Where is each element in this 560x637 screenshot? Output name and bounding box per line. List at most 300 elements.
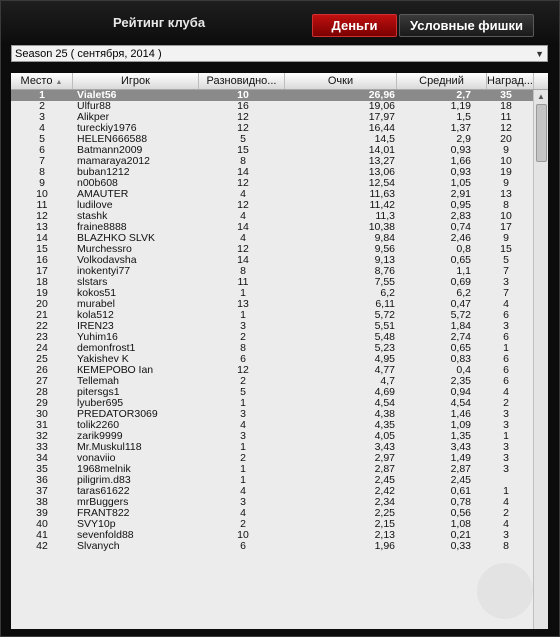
table-row[interactable]: [11, 519, 533, 530]
vertical-scrollbar[interactable]: [533, 90, 548, 629]
row-average: 1,09: [450, 420, 471, 431]
row-average: 1,05: [450, 178, 471, 189]
row-variants: 2: [240, 519, 246, 530]
row-variants: 6: [240, 541, 246, 552]
row-place: 9: [39, 178, 45, 189]
row-variants: 12: [237, 365, 249, 376]
row-variants: 2: [240, 453, 246, 464]
row-place: 8: [39, 167, 45, 178]
row-points: 4,38: [374, 409, 395, 420]
row-variants: 12: [237, 244, 249, 255]
row-place: 6: [39, 145, 45, 156]
row-variants: 1: [240, 475, 246, 486]
row-average: 2,7: [456, 90, 471, 101]
row-average: 0,94: [450, 387, 471, 398]
row-awards: 17: [500, 222, 512, 233]
table-row[interactable]: [11, 530, 533, 541]
row-average: 0,83: [450, 354, 471, 365]
row-average: 0,33: [450, 541, 471, 552]
row-awards: 35: [500, 90, 512, 101]
row-player: demonfrost1: [77, 343, 136, 354]
row-variants: 3: [240, 409, 246, 420]
table-row[interactable]: [11, 376, 533, 387]
row-awards: 3: [503, 420, 509, 431]
row-points: 4,77: [374, 365, 395, 376]
row-place: 5: [39, 134, 45, 145]
row-player: murabel: [77, 299, 115, 310]
rating-table: [11, 73, 548, 629]
row-points: 11,63: [369, 189, 395, 200]
row-awards: [486, 475, 526, 486]
row-place: 39: [36, 508, 48, 519]
row-points: 13,27: [368, 156, 395, 167]
row-player: n00b608: [77, 178, 118, 189]
table-row[interactable]: [11, 145, 533, 156]
row-awards: 3: [503, 464, 509, 475]
row-variants: 1: [240, 398, 246, 409]
row-awards: 7: [503, 266, 509, 277]
row-place: 14: [36, 233, 48, 244]
row-average: 0,61: [450, 486, 471, 497]
row-place: 17: [36, 266, 48, 277]
row-variants: 12: [237, 178, 249, 189]
row-variants: 8: [240, 156, 246, 167]
top-bar: [1, 1, 559, 43]
table-row[interactable]: [11, 156, 533, 167]
row-average: 2,83: [450, 211, 471, 222]
table-row[interactable]: [11, 189, 533, 200]
row-player: PREDATOR3069: [77, 409, 158, 420]
row-points: 6,11: [375, 299, 395, 310]
row-average: 0,21: [450, 530, 471, 541]
table-row[interactable]: [11, 343, 533, 354]
row-player: kokos51: [77, 288, 117, 299]
row-average: 1,35: [450, 431, 471, 442]
row-variants: 11: [237, 277, 249, 288]
row-points: 17,97: [368, 112, 395, 123]
table-row[interactable]: [11, 332, 533, 343]
row-average: 1,08: [450, 519, 471, 530]
row-place: 41: [36, 530, 48, 541]
chevron-down-icon[interactable]: ▼: [535, 49, 544, 59]
row-average: 0,74: [450, 222, 471, 233]
row-awards: 9: [503, 178, 509, 189]
row-points: 4,95: [374, 354, 395, 365]
table-row[interactable]: [11, 541, 533, 552]
row-points: 9,13: [374, 255, 395, 266]
row-average: 2,87: [450, 464, 471, 475]
table-row[interactable]: [11, 321, 533, 332]
row-points: 5,23: [374, 343, 395, 354]
row-awards: 6: [503, 365, 509, 376]
row-player: 1968melnik: [77, 464, 131, 475]
table-row[interactable]: [11, 277, 533, 288]
row-player: BLAZHKO SLVK: [77, 233, 156, 244]
row-player: taras61622: [77, 486, 130, 497]
row-points: 4,69: [374, 387, 395, 398]
tab-play-chips[interactable]: Условные фишки: [399, 14, 534, 37]
row-points: 5,48: [374, 332, 395, 343]
row-points: 4,54: [374, 398, 395, 409]
row-average: 1,37: [450, 123, 471, 134]
row-variants: 12: [237, 112, 249, 123]
row-player: IREN23: [77, 321, 114, 332]
row-awards: 13: [500, 189, 512, 200]
row-variants: 4: [240, 508, 246, 519]
row-points: 8,76: [374, 266, 395, 277]
row-variants: 10: [237, 90, 249, 101]
table-row[interactable]: [11, 387, 533, 398]
row-place: 38: [36, 497, 48, 508]
table-row[interactable]: [11, 123, 533, 134]
row-place: 22: [36, 321, 48, 332]
row-awards: 12: [500, 123, 512, 134]
row-average: 2,35: [450, 376, 471, 387]
row-average: 5,72: [450, 310, 471, 321]
row-player: vonaviio: [77, 453, 116, 464]
row-player: SVY10p: [77, 519, 116, 530]
tab-money[interactable]: Деньги: [312, 14, 397, 37]
row-place: 10: [36, 189, 48, 200]
row-player: Tellemah: [77, 376, 120, 387]
row-place: 30: [36, 409, 48, 420]
row-place: 18: [36, 277, 48, 288]
row-variants: 3: [240, 431, 246, 442]
row-average: 0,93: [450, 167, 471, 178]
row-awards: 3: [503, 530, 509, 541]
row-average: 0,95: [450, 200, 471, 211]
row-awards: 9: [503, 145, 509, 156]
row-average: 0,47: [450, 299, 471, 310]
table-row[interactable]: [11, 464, 533, 475]
row-place: 19: [36, 288, 48, 299]
row-awards: 4: [503, 387, 509, 398]
row-awards: 6: [503, 332, 509, 343]
row-awards: 6: [503, 310, 509, 321]
table-row[interactable]: [11, 398, 533, 409]
row-player: slstars: [77, 277, 108, 288]
column-header-awards[interactable]: Наград...: [487, 75, 533, 87]
row-player: lyuber695: [77, 398, 124, 409]
row-points: 2,97: [374, 453, 395, 464]
row-average: 0,4: [456, 365, 471, 376]
row-place: 20: [36, 299, 48, 310]
row-variants: 6: [240, 354, 246, 365]
row-points: 10,38: [368, 222, 395, 233]
row-average: 1,84: [450, 321, 471, 332]
row-variants: 1: [240, 442, 246, 453]
row-average: 0,65: [450, 255, 471, 266]
row-points: 2,15: [374, 519, 395, 530]
row-awards: 3: [503, 442, 509, 453]
table-row[interactable]: [11, 266, 533, 277]
table-row[interactable]: [11, 486, 533, 497]
row-player: Slvanych: [77, 541, 120, 552]
row-place: 29: [36, 398, 48, 409]
column-header-variants[interactable]: Разновидно...: [199, 73, 285, 89]
row-awards: 3: [503, 277, 509, 288]
row-place: 40: [36, 519, 48, 530]
row-points: 11,42: [369, 200, 395, 211]
row-variants: 1: [240, 464, 246, 475]
row-awards: 6: [503, 354, 509, 365]
row-variants: 12: [237, 200, 249, 211]
row-place: 42: [36, 541, 48, 552]
row-player: mamaraya2012: [77, 156, 150, 167]
row-points: 16,44: [368, 123, 395, 134]
row-average: 1,46: [450, 409, 471, 420]
season-select[interactable]: [11, 45, 548, 62]
row-points: 9,84: [374, 233, 395, 244]
row-average: 0,56: [450, 508, 471, 519]
row-awards: 20: [500, 134, 512, 145]
table-row[interactable]: [11, 244, 533, 255]
row-awards: 2: [503, 398, 509, 409]
row-variants: 4: [240, 211, 246, 222]
row-player: Vialet56: [77, 90, 117, 101]
row-player: Yakishev K: [77, 354, 129, 365]
row-place: 31: [36, 420, 48, 431]
table-row[interactable]: [11, 475, 533, 486]
row-place: 35: [36, 464, 48, 475]
row-place: 26: [36, 365, 48, 376]
row-points: 19,06: [368, 101, 395, 112]
row-points: 4,35: [374, 420, 395, 431]
row-place: 15: [36, 244, 48, 255]
row-average: 4,54: [450, 398, 471, 409]
row-average: 3,43: [450, 442, 471, 453]
row-variants: 13: [237, 299, 249, 310]
row-points: 13,06: [368, 167, 395, 178]
row-place: 27: [36, 376, 48, 387]
row-awards: 6: [503, 376, 509, 387]
row-average: 2,91: [450, 189, 471, 200]
row-awards: 1: [503, 486, 509, 497]
row-player: КЕМЕРОВО Ian: [77, 365, 154, 376]
table-row[interactable]: [11, 134, 533, 145]
table-row[interactable]: [11, 200, 533, 211]
row-points: 5,51: [374, 321, 395, 332]
row-place: 12: [36, 211, 48, 222]
table-row[interactable]: [11, 178, 533, 189]
row-average: 2,9: [456, 134, 471, 145]
row-variants: 14: [237, 167, 249, 178]
row-awards: 4: [503, 299, 509, 310]
row-average: 2,74: [450, 332, 471, 343]
row-place: 25: [36, 354, 48, 365]
table-row[interactable]: [11, 222, 533, 233]
row-player: Yuhim16: [77, 332, 118, 343]
row-awards: 1: [503, 431, 509, 442]
row-variants: 14: [237, 222, 249, 233]
row-player: Ulfur88: [77, 101, 111, 112]
row-points: 3,43: [374, 442, 395, 453]
row-awards: 9: [503, 233, 509, 244]
column-header-player[interactable]: Игрок: [73, 73, 199, 89]
row-awards: 1: [503, 343, 509, 354]
row-place: 32: [36, 431, 48, 442]
row-awards: 18: [500, 101, 512, 112]
row-player: ludilove: [77, 200, 113, 211]
page-title: Рейтинг клуба: [113, 15, 206, 30]
row-awards: 8: [503, 541, 509, 552]
row-variants: 2: [240, 332, 246, 343]
row-player: buban1212: [77, 167, 130, 178]
row-average: 1,49: [450, 453, 471, 464]
row-awards: 4: [503, 519, 509, 530]
row-awards: 10: [500, 156, 512, 167]
row-player: HELEN666588: [77, 134, 148, 145]
row-place: 28: [36, 387, 48, 398]
row-variants: 12: [237, 123, 249, 134]
row-awards: 2: [503, 508, 509, 519]
table-row[interactable]: [11, 288, 533, 299]
table-body: [11, 90, 533, 552]
row-average: 0,65: [450, 343, 471, 354]
row-average: 1,5: [456, 112, 471, 123]
column-header-points[interactable]: Очки: [285, 73, 397, 89]
row-player: tureckiy1976: [77, 123, 137, 134]
row-awards: 15: [500, 244, 512, 255]
table-row[interactable]: [11, 90, 533, 101]
row-player: fraine8888: [77, 222, 127, 233]
row-awards: 3: [503, 321, 509, 332]
row-awards: 19: [500, 167, 512, 178]
row-awards: 4: [503, 497, 509, 508]
row-points: 2,34: [374, 497, 395, 508]
row-player: mrBuggers: [77, 497, 129, 508]
row-points: 6,2: [380, 288, 395, 299]
row-place: 3: [39, 112, 45, 123]
row-player: zarik9999: [77, 431, 123, 442]
row-variants: 3: [240, 321, 246, 332]
row-variants: 2: [240, 376, 246, 387]
row-points: 9,56: [374, 244, 395, 255]
row-points: 14,01: [368, 145, 395, 156]
row-awards: 10: [500, 211, 512, 222]
row-points: 2,87: [374, 464, 395, 475]
row-average: 6,2: [456, 288, 471, 299]
row-awards: 5: [503, 255, 509, 266]
row-place: 13: [36, 222, 48, 233]
row-awards: 3: [503, 453, 509, 464]
sort-up-icon: ▲: [55, 79, 63, 86]
column-header-average[interactable]: Средний: [397, 73, 487, 89]
table-row[interactable]: [11, 167, 533, 178]
row-variants: 1: [240, 310, 246, 321]
table-row[interactable]: [11, 233, 533, 244]
row-awards: 3: [503, 409, 509, 420]
table-row[interactable]: [11, 299, 533, 310]
row-average: 0,93: [450, 145, 471, 156]
row-variants: 8: [240, 266, 246, 277]
row-points: 26,96: [368, 90, 395, 101]
row-player: Volkodavsha: [77, 255, 137, 266]
season-select-value: Season 25 ( сентября, 2014 ): [15, 48, 162, 60]
row-variants: 4: [240, 189, 246, 200]
table-row[interactable]: [11, 409, 533, 420]
scroll-up-icon[interactable]: ▲: [537, 92, 545, 101]
row-points: 2,45: [374, 475, 395, 486]
row-place: 33: [36, 442, 48, 453]
row-player: kola512: [77, 310, 114, 321]
row-place: 2: [39, 101, 45, 112]
table-row[interactable]: [11, 354, 533, 365]
table-row[interactable]: [11, 365, 533, 376]
table-row[interactable]: [11, 112, 533, 123]
row-place: 21: [36, 310, 48, 321]
table-header: [11, 73, 548, 90]
row-points: 2,25: [374, 508, 395, 519]
row-points: 14,5: [374, 134, 395, 145]
row-variants: 5: [240, 134, 246, 145]
table-row[interactable]: [11, 255, 533, 266]
scrollbar-thumb[interactable]: [536, 104, 547, 162]
row-average: 2,45: [450, 475, 471, 486]
table-row[interactable]: [11, 508, 533, 519]
row-points: 11,3: [375, 211, 395, 222]
row-awards: 8: [503, 200, 509, 211]
row-variants: 8: [240, 343, 246, 354]
row-average: 1,66: [450, 156, 471, 167]
row-player: pitersgs1: [77, 387, 120, 398]
row-average: 1,19: [450, 101, 471, 112]
table-row[interactable]: [11, 101, 533, 112]
row-points: 2,42: [374, 486, 395, 497]
row-player: AMAUTER: [77, 189, 129, 200]
row-points: 12,54: [368, 178, 395, 189]
row-place: 23: [36, 332, 48, 343]
row-variants: 14: [237, 255, 249, 266]
table-row[interactable]: [11, 211, 533, 222]
table-row[interactable]: [11, 431, 533, 442]
row-player: Alikper: [77, 112, 110, 123]
row-player: FRANT822: [77, 508, 130, 519]
row-place: 34: [36, 453, 48, 464]
row-variants: 4: [240, 233, 246, 244]
row-variants: 4: [240, 420, 246, 431]
row-variants: 3: [240, 497, 246, 508]
row-average: 0,78: [450, 497, 471, 508]
row-player: Murchessro: [77, 244, 132, 255]
row-average: 0,69: [450, 277, 471, 288]
row-player: Batmann2009: [77, 145, 143, 156]
watermark-logo: [477, 563, 533, 619]
table-row[interactable]: [11, 420, 533, 431]
row-player: piligrim.d83: [77, 475, 131, 486]
row-variants: 10: [237, 530, 249, 541]
row-player: tolik2260: [77, 420, 120, 431]
row-average: 0,8: [456, 244, 471, 255]
table-row[interactable]: [11, 310, 533, 321]
row-place: 1: [39, 90, 45, 101]
row-average: 1,1: [456, 266, 471, 277]
row-place: 7: [39, 156, 45, 167]
row-variants: 1: [240, 288, 246, 299]
row-variants: 4: [240, 486, 246, 497]
table-row[interactable]: [11, 442, 533, 453]
row-place: 4: [39, 123, 45, 134]
table-row[interactable]: [11, 497, 533, 508]
row-place: 16: [36, 255, 48, 266]
row-average: 2,46: [450, 233, 471, 244]
row-variants: 15: [237, 145, 249, 156]
table-row[interactable]: [11, 453, 533, 464]
row-points: 2,13: [374, 530, 395, 541]
row-variants: 16: [237, 101, 249, 112]
column-header-place[interactable]: Место ▲: [11, 73, 73, 89]
row-player: stashk: [77, 211, 108, 222]
